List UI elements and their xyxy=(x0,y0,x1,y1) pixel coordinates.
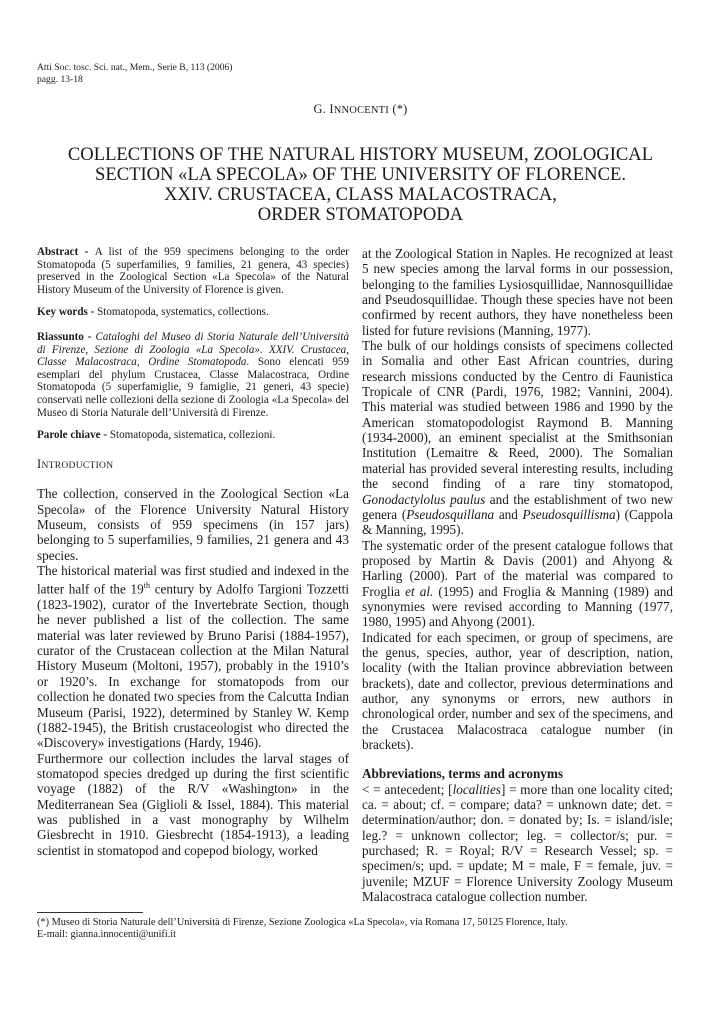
riassunto-title: Cataloghi del Museo di Storia Naturale dell’Università di Firenze, Sezione di Zoologia «La Specola». XXIV. Crustacea, Classe Malacostraca, Ordine Stomatopoda xyxy=(37,330,349,369)
intro-p2-superscript: th xyxy=(143,581,150,591)
paper-title xyxy=(30,145,691,225)
right-p2-text-a: The bulk of our holdings consists of specimens collected in Somalia and other East African countries, during research missions conducted by the Centro di Faunistica Tropicale of CNR (Pardi, 1976, 1982; Vannini, 2004). This material was studied between 1986 and 1990 by the American stomatopodologist Raymond B. Manning (1934-2000), an eminent specialist at the Smithsonian Institution (Lemaitre & Reed, 2000). The Somalian material has provided several interesting results, including the second finding of a rare tiny stomatopod, xyxy=(362,338,673,492)
journal-citation xyxy=(37,62,233,86)
keywords-label: Key words - xyxy=(37,306,98,319)
footnote-address: (*) Museo di Storia Naturale dell’Università di Firenze, Sezione Zoologica «La Specola», via Romana 17, 50125 Florence, Italy. xyxy=(37,917,568,928)
journal-line-2: pagg. 13-18 xyxy=(37,74,83,85)
species-gonodactylolus: Gonodactylolus paulus xyxy=(362,491,486,507)
riassunto-label: Riassunto - xyxy=(37,330,96,343)
abbr-localities: localities xyxy=(452,781,501,797)
author-name xyxy=(0,102,721,117)
abstract xyxy=(37,246,349,296)
title-line-2: SECTION «LA SPECOLA» OF THE UNIVERSITY OF FLORENCE. xyxy=(95,164,626,185)
introduction-heading-rest: NTRODUCTION xyxy=(41,460,114,471)
title-line-4: ORDER STOMATOPODA xyxy=(257,204,464,225)
left-column xyxy=(37,246,349,858)
author-surname: NNOCENTI xyxy=(333,105,389,116)
abbreviations-text xyxy=(362,782,673,905)
riassunto-text: . Sono elencati 959 esemplari del phylum Crustacea, Classe Malacostraca, Ordine Stomatopoda (5 superfamiglie, 9 famiglie, 21 generi, 43 specie) conservati nelle collezioni della sezione di Zoologia «La Specola» del Museo di Storia Naturale dell’Università di Firenze. xyxy=(37,356,349,419)
genus-pseudosquillana: Pseudosquillana xyxy=(406,506,495,522)
title-line-3: XXIV. CRUSTACEA, CLASS MALACOSTRACA, xyxy=(164,184,557,205)
right-paragraph-3 xyxy=(362,538,673,630)
intro-paragraph-1: The collection, conserved in the Zoological Section «La Specola» of the Florence University Natural History Museum, consists of 959 specimens (in 157 jars) belonging to 5 superfamilies, 9 families, 21 genera and 43 species. xyxy=(37,486,349,563)
right-p2-text-c: and xyxy=(494,506,523,522)
right-paragraph-4: Indicated for each specimen, or group of specimens, are the genus, species, author, year of description, nation, locality (with the Italian province abbreviation between brackets), date and collector, previous determinations and author, any synonyms or errors, new authors in chronological order, number and sex of the specimens, and the Crustacea Malacostraca catalogue number (in brackets). xyxy=(362,629,673,752)
abstract-text: A list of the 959 specimens belonging to the order Stomatopoda (5 superfamilies, 9 families, 21 genera, 43 species) preserved in the Zoological Section «La Specola» of the Natural History Museum of the University of Florence is given. xyxy=(37,246,350,296)
right-paragraph-1: at the Zoological Station in Naples. He recognized at least 5 new species among the larval forms in our possession, belonging to the families Lysiosquillidae, Nannosquillidae and Pseudosquillidae. Though these species have not been confirmed by recent authors, they have nonetheless been listed for future revisions (Manning, 1977). xyxy=(362,246,673,338)
right-p2-text-d: ) (Cappola & Manning, 1995). xyxy=(362,506,674,538)
intro-p2-text-b: century by Adolfo Targioni Tozzetti (1823-1902), curator of the Invertebrate Section, though he never published a list of the collection. The same material was later reviewed by Bruno Parisi (1884-1957), curator of the Crustacean collection at the Milan Natural History Museum (Moltoni, 1957), probably in the 1910’s or 1920’s. In exchange for stomatopods from our collection he donated two species from the Calcutta Indian Museum (Parisi, 1922), determined by Stanley W. Kemp (1882-1945), the British crustaceologist who directed the «Discovery» investigations (Hardy, 1946). xyxy=(37,581,349,751)
genus-pseudosquillisma: Pseudosquillisma xyxy=(522,506,616,522)
intro-paragraph-2 xyxy=(37,563,349,751)
keywords-text: Stomatopoda, systematics, collections. xyxy=(97,306,269,319)
parole-label: Parole chiave - xyxy=(37,429,110,442)
footnote xyxy=(37,917,677,941)
introduction-heading-initial: I xyxy=(37,456,42,471)
right-column xyxy=(362,246,673,904)
abbr-text-a: < = antecedent; [ xyxy=(362,781,453,797)
author-initial: G. I xyxy=(313,102,334,116)
abbreviations-heading: Abbreviations, terms and acronyms xyxy=(362,766,563,782)
intro-paragraph-3: Furthermore our collection includes the larval stages of stomatopod species dredged up during the first scientific voyage (1882) of the R/V «Washington» in the Mediterranean Sea (Giglioli & Issel, 1884). This material was published in a vast monography by Wilhelm Giesbrecht in 1910. Giesbrecht (1854-1913), a leading scientist in stomatopod and copepod biology, worked xyxy=(37,750,349,858)
abbr-text-b: ] = more than one locality cited; ca. = about; cf. = compare; data? = unknown date; det. = determination/author; don. = donated by; Is. = island/isle; leg.? = unknown collector; leg. = collector/s; pur. = purchased; R. = Royal; R/V = Research Vessel; sp. = specimen/s; upd. = update; M = male, F = female, juv. = juvenile; MZUF = Florence University Zoology Museum Malacostraca catalogue collection number. xyxy=(362,781,673,905)
introduction-heading xyxy=(37,458,349,474)
intro-p2-text-a: The historical material was first studied and indexed in the latter half of the 19 xyxy=(37,563,349,597)
right-p2-text-b: and the establishment of two new genera ( xyxy=(362,491,673,522)
riassunto xyxy=(37,331,349,419)
footnote-email: E-mail: gianna.innocenti@unifi.it xyxy=(37,929,177,941)
keywords xyxy=(37,306,349,319)
parole-chiave xyxy=(37,429,349,442)
abstract-label: Abstract - xyxy=(37,246,95,258)
title-line-1: COLLECTIONS OF THE NATURAL HISTORY MUSEUM, ZOOLOGICAL xyxy=(67,144,654,165)
right-p3-text-b: (1995) and Froglia & Manning (1989) and synonymies were revised according to Manning (1977, 1980, 1995) and Ahyong (2001). xyxy=(362,583,673,630)
author-footnote-mark: (*) xyxy=(389,102,408,116)
right-p3-text-a: The systematic order of the present catalogue follows that proposed by Martin & Davis (2001) and Ahyong & Harling (2000). Part of the material was compared to Froglia xyxy=(362,537,673,599)
footnote-divider xyxy=(37,912,143,913)
et-al: et al. xyxy=(405,583,434,599)
parole-text: Stomatopoda, sistematica, collezioni. xyxy=(109,429,276,442)
right-paragraph-2 xyxy=(362,338,673,537)
journal-line-1: Atti Soc. tosc. Sci. nat., Mem., Serie B, 113 (2006) xyxy=(37,62,233,73)
